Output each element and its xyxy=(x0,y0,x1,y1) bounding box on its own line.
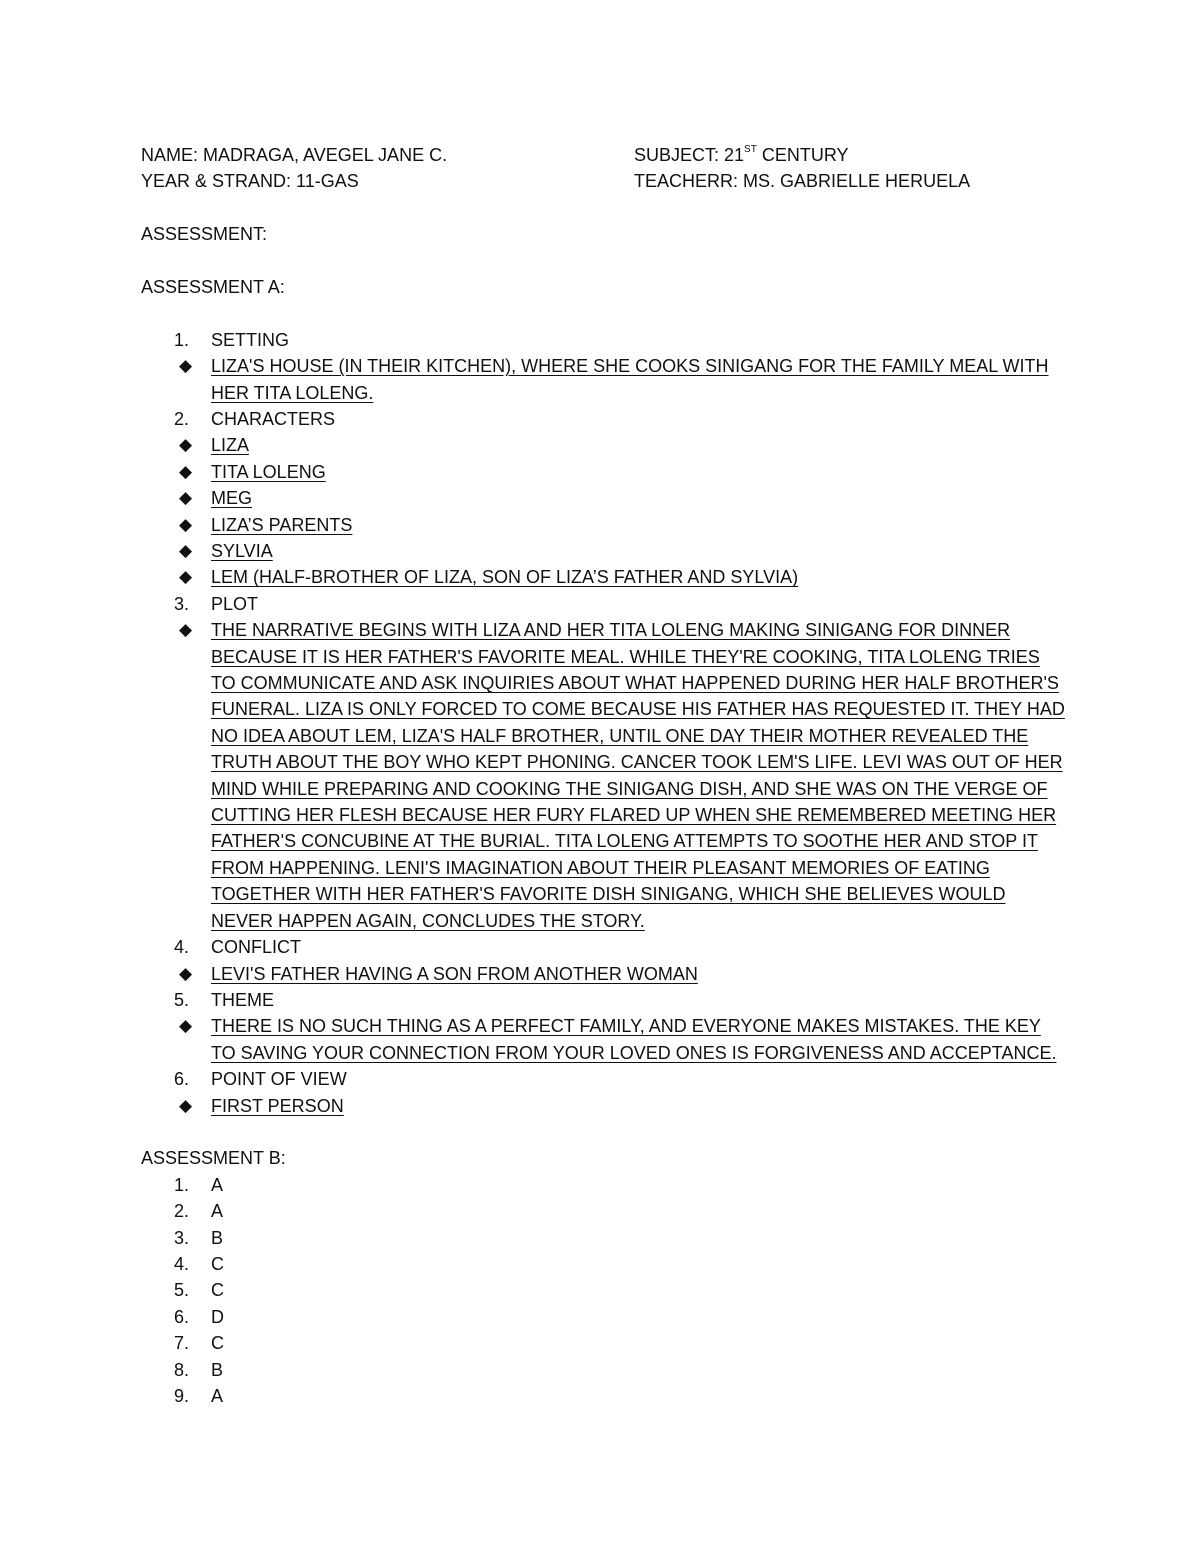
diamond-bullet-icon: ◆ xyxy=(179,461,193,481)
item-label: CONFLICT xyxy=(211,937,301,958)
answer-item xyxy=(141,1383,1066,1409)
answer-letter: D xyxy=(211,1306,224,1327)
bullet-item xyxy=(141,512,1066,538)
item-number: 3. xyxy=(174,593,190,614)
answer-number: 2. xyxy=(174,1201,190,1222)
bullet-text: LIZA’S PARENTS xyxy=(211,514,353,535)
assessment-a-heading: ASSESSMENT A: xyxy=(141,276,285,297)
diamond-bullet-icon: ◆ xyxy=(179,1016,193,1036)
answer-number: 7. xyxy=(174,1333,190,1354)
bullet-item xyxy=(141,538,1066,564)
diamond-bullet-icon: ◆ xyxy=(179,620,193,640)
bullet-item xyxy=(141,564,1066,590)
item-label: CHARACTERS xyxy=(211,408,336,429)
bullet-item xyxy=(141,1093,1066,1119)
bullet-item xyxy=(141,485,1066,511)
year-strand: YEAR & STRAND: 11-GAS xyxy=(141,171,359,192)
assessment-b-list xyxy=(141,1172,1066,1410)
numbered-item xyxy=(141,987,1066,1013)
bullet-item xyxy=(141,617,1066,934)
spacer xyxy=(141,248,1066,274)
answer-letter: C xyxy=(211,1333,224,1354)
bullet-item xyxy=(141,353,1066,406)
answer-letter: C xyxy=(211,1253,224,1274)
bullet-item xyxy=(141,1013,1066,1066)
assessment-b-heading: ASSESSMENT B: xyxy=(141,1148,286,1169)
numbered-item xyxy=(141,591,1066,617)
answer-number: 8. xyxy=(174,1359,190,1380)
item-number: 2. xyxy=(174,408,190,429)
answer-letter: B xyxy=(211,1227,224,1248)
student-name: NAME: MADRAGA, AVEGEL JANE C. xyxy=(141,145,448,165)
answer-item xyxy=(141,1225,1066,1251)
subject-suffix: CENTURY xyxy=(756,145,849,165)
subject-prefix: SUBJECT: 21 xyxy=(634,145,745,165)
bullet-item xyxy=(141,459,1066,485)
assessment-heading: ASSESSMENT: xyxy=(141,224,268,245)
bullet-item xyxy=(141,432,1066,458)
diamond-bullet-icon: ◆ xyxy=(179,1095,193,1115)
answer-letter: C xyxy=(211,1280,224,1301)
answer-letter: B xyxy=(211,1359,224,1380)
header-row-1 xyxy=(141,142,1066,168)
answer-number: 9. xyxy=(174,1386,190,1406)
answer-number: 1. xyxy=(174,1174,190,1195)
item-label: POINT OF VIEW xyxy=(211,1069,347,1090)
answer-item xyxy=(141,1198,1066,1224)
diamond-bullet-icon: ◆ xyxy=(179,488,193,508)
answer-letter: A xyxy=(211,1201,224,1222)
item-label: THEME xyxy=(211,989,274,1010)
answer-number: 6. xyxy=(174,1306,190,1327)
numbered-item xyxy=(141,1066,1066,1092)
bullet-text: LEM (HALF-BROTHER OF LIZA, SON OF LIZA’S FATHER AND SYLVIA) xyxy=(211,567,799,588)
answer-item xyxy=(141,1304,1066,1330)
spacer xyxy=(141,1119,1066,1145)
item-number: 1. xyxy=(174,329,190,350)
bullet-text: LIZA xyxy=(211,435,250,456)
teacher: TEACHERR: MS. GABRIELLE HERUELA xyxy=(634,171,971,192)
answer-item xyxy=(141,1330,1066,1356)
numbered-item xyxy=(141,327,1066,353)
answer-letter: A xyxy=(211,1386,224,1406)
item-label: SETTING xyxy=(211,329,290,350)
bullet-text: MEG xyxy=(211,488,253,509)
answer-item xyxy=(141,1172,1066,1198)
spacer xyxy=(141,300,1066,326)
answer-item xyxy=(141,1251,1066,1277)
bullet-text: LIZA'S HOUSE (IN THEIR KITCHEN), WHERE SHE COOKS SINIGANG FOR THE FAMILY MEAL WITH HER TITA LOLENG. xyxy=(211,356,1049,403)
answer-item xyxy=(141,1357,1066,1383)
bullet-text: THE NARRATIVE BEGINS WITH LIZA AND HER TITA LOLENG MAKING SINIGANG FOR DINNER BECAUSE IT IS HER FATHER'S FAVORITE MEAL. WHILE THEY'RE COOKING, TITA LOLENG TRIES TO COMMUNICATE AND ASK INQUIRIES ABOUT WHAT HAPPENED DURING HER HALF BROTHER'S FUNERAL. LIZA IS ONLY FORCED TO COME BECAUSE HIS FATHER HAS REQUESTED IT. THEY HAD NO IDEA ABOUT LEM, LIZA'S HALF BROTHER, UNTIL ONE DAY THEIR MOTHER REVEALED THE TRUTH ABOUT THE BOY WHO KEPT PHONING. CANCER TOOK LEM'S LIFE. LEVI WAS OUT OF HER MIND WHILE PREPARING AND COOKING THE SINIGANG DISH, AND SHE WAS ON THE VERGE OF CUTTING HER FLESH BECAUSE HER FURY FLARED UP WHEN SHE REMEMBERED MEETING HER FATHER'S CONCUBINE AT THE BURIAL. TITA LOLENG ATTEMPTS TO SOOTHE HER AND STOP IT FROM HAPPENING. LENI'S IMAGINATION ABOUT THEIR PLEASANT MEMORIES OF EATING TOGETHER WITH HER FATHER'S FAVORITE DISH SINIGANG, WHICH SHE BELIEVES WOULD NEVER HAPPEN AGAIN, CONCLUDES THE STORY. xyxy=(211,620,1065,931)
item-number: 5. xyxy=(174,989,190,1010)
item-number: 6. xyxy=(174,1069,190,1090)
answer-letter: A xyxy=(211,1174,224,1195)
answer-number: 4. xyxy=(174,1253,190,1274)
subject-superscript: ST xyxy=(744,144,757,155)
numbered-item xyxy=(141,934,1066,960)
bullet-text: FIRST PERSON xyxy=(211,1095,344,1116)
document-body xyxy=(141,142,1066,1409)
bullet-text: LEVI'S FATHER HAVING A SON FROM ANOTHER WOMAN xyxy=(211,963,698,984)
bullet-text: TITA LOLENG xyxy=(211,461,326,482)
diamond-bullet-icon: ◆ xyxy=(179,541,193,561)
answer-number: 3. xyxy=(174,1227,190,1248)
diamond-bullet-icon: ◆ xyxy=(179,567,193,587)
bullet-item xyxy=(141,961,1066,987)
subject xyxy=(634,142,849,168)
answer-item xyxy=(141,1277,1066,1303)
bullet-text: THERE IS NO SUCH THING AS A PERFECT FAMILY, AND EVERYONE MAKES MISTAKES. THE KEY TO SAVING YOUR CONNECTION FROM YOUR LOVED ONES IS FORGIVENESS AND ACCEPTANCE. xyxy=(211,1016,1057,1063)
item-label: PLOT xyxy=(211,593,259,614)
spacer xyxy=(141,195,1066,221)
bullet-text: SYLVIA xyxy=(211,541,273,562)
diamond-bullet-icon: ◆ xyxy=(179,435,193,455)
header-row-2 xyxy=(141,168,1066,194)
answer-number: 5. xyxy=(174,1280,190,1301)
diamond-bullet-icon: ◆ xyxy=(179,514,193,534)
numbered-item xyxy=(141,406,1066,432)
diamond-bullet-icon: ◆ xyxy=(179,356,193,376)
assessment-a-list xyxy=(141,327,1066,1119)
diamond-bullet-icon: ◆ xyxy=(179,963,193,983)
item-number: 4. xyxy=(174,937,190,958)
